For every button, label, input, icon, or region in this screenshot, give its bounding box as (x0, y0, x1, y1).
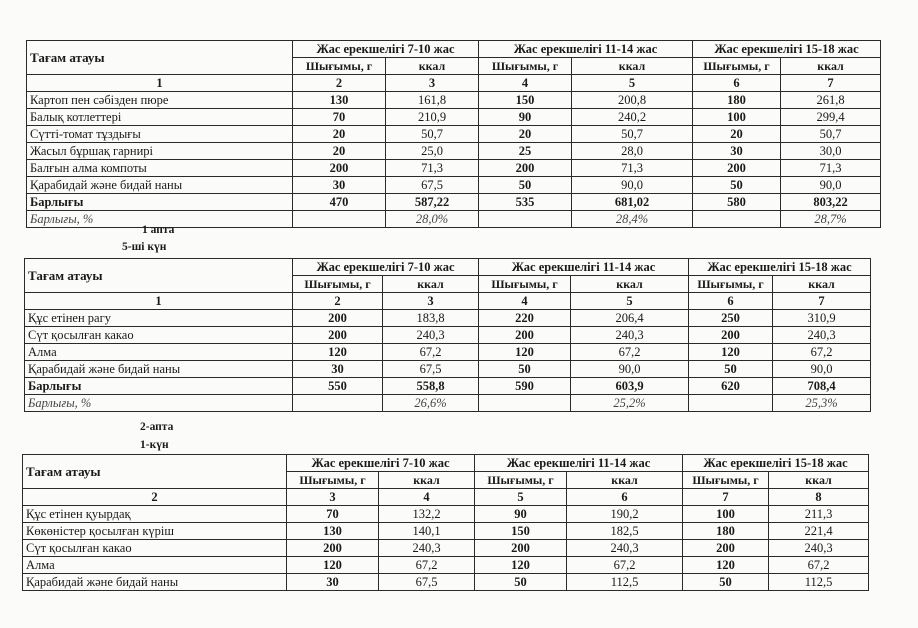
percent-value: 28,7% (781, 211, 881, 228)
kcal-value: 240,2 (572, 109, 693, 126)
column-number: 5 (572, 75, 693, 92)
dish-name: Құс етінен рагу (25, 310, 293, 327)
column-header-kcal: ккал (781, 58, 881, 75)
kcal-value: 28,0 (572, 143, 693, 160)
column-header-yield: Шығымы, г (293, 58, 386, 75)
empty-cell (479, 395, 571, 412)
column-header-kcal: ккал (379, 472, 475, 489)
total-kcal: 558,8 (383, 378, 479, 395)
yield-value: 100 (683, 506, 769, 523)
yield-value: 30 (287, 574, 379, 591)
dish-name: Сүт қосылған какао (23, 540, 287, 557)
column-header-dish-name: Тағам атауы (25, 259, 293, 293)
yield-value: 130 (287, 523, 379, 540)
column-number: 2 (23, 489, 287, 506)
yield-value: 120 (475, 557, 567, 574)
yield-value: 150 (479, 92, 572, 109)
kcal-value: 299,4 (781, 109, 881, 126)
kcal-value: 182,5 (567, 523, 683, 540)
percent-row (25, 395, 871, 412)
table-row (23, 557, 869, 574)
total-yield: 470 (293, 194, 386, 211)
kcal-value: 67,5 (386, 177, 479, 194)
column-number: 2 (293, 293, 383, 310)
yield-value: 200 (287, 540, 379, 557)
yield-value: 30 (293, 361, 383, 378)
yield-value: 200 (479, 327, 571, 344)
kcal-value: 25,0 (386, 143, 479, 160)
yield-value: 120 (689, 344, 773, 361)
age-group-header: Жас ерекшелігі 11-14 жас (479, 41, 693, 58)
kcal-value: 67,2 (773, 344, 871, 361)
yield-value: 70 (293, 109, 386, 126)
column-number: 4 (479, 75, 572, 92)
yield-value: 20 (293, 126, 386, 143)
table-row (25, 327, 871, 344)
total-label: Барлығы (27, 194, 293, 211)
column-header-yield: Шығымы, г (689, 276, 773, 293)
yield-value: 90 (475, 506, 567, 523)
column-number: 6 (567, 489, 683, 506)
age-group-header: Жас ерекшелігі 15-18 жас (689, 259, 871, 276)
yield-value: 150 (475, 523, 567, 540)
total-yield: 535 (479, 194, 572, 211)
empty-cell (293, 211, 386, 228)
kcal-value: 240,3 (571, 327, 689, 344)
table-row (23, 540, 869, 557)
percent-value: 28,4% (572, 211, 693, 228)
kcal-value: 190,2 (567, 506, 683, 523)
column-header-kcal: ккал (769, 472, 869, 489)
yield-value: 130 (293, 92, 386, 109)
column-header-yield: Шығымы, г (479, 58, 572, 75)
kcal-value: 240,3 (773, 327, 871, 344)
yield-value: 200 (293, 160, 386, 177)
yield-value: 50 (479, 361, 571, 378)
kcal-value: 240,3 (383, 327, 479, 344)
column-number: 5 (571, 293, 689, 310)
yield-value: 200 (689, 327, 773, 344)
age-group-header: Жас ерекшелігі 15-18 жас (693, 41, 881, 58)
menu-table-week2-day1 (22, 454, 869, 591)
yield-value: 20 (693, 126, 781, 143)
column-number-row (25, 293, 871, 310)
yield-value: 90 (479, 109, 572, 126)
kcal-value: 200,8 (572, 92, 693, 109)
table-row (27, 160, 881, 177)
kcal-value: 206,4 (571, 310, 689, 327)
dish-name: Картоп пен сәбізден пюре (27, 92, 293, 109)
column-header-yield: Шығымы, г (287, 472, 379, 489)
kcal-value: 112,5 (769, 574, 869, 591)
kcal-value: 140,1 (379, 523, 475, 540)
header-row (27, 41, 881, 58)
table-row (27, 126, 881, 143)
menu-table-week1-day4 (26, 40, 881, 228)
kcal-value: 67,2 (383, 344, 479, 361)
total-row (27, 194, 881, 211)
total-yield: 580 (693, 194, 781, 211)
column-header-kcal: ккал (567, 472, 683, 489)
column-number: 3 (383, 293, 479, 310)
column-number: 1 (27, 75, 293, 92)
column-header-kcal: ккал (386, 58, 479, 75)
table-row (23, 574, 869, 591)
yield-value: 50 (479, 177, 572, 194)
empty-cell (689, 395, 773, 412)
kcal-value: 50,7 (781, 126, 881, 143)
column-header-kcal: ккал (571, 276, 689, 293)
column-number-row (23, 489, 869, 506)
table-row (27, 92, 881, 109)
column-number: 4 (379, 489, 475, 506)
kcal-value: 240,3 (567, 540, 683, 557)
column-header-yield: Шығымы, г (683, 472, 769, 489)
dish-name: Жасыл бұршақ гарнирі (27, 143, 293, 160)
column-number: 7 (781, 75, 881, 92)
kcal-value: 240,3 (769, 540, 869, 557)
percent-value: 25,3% (773, 395, 871, 412)
percent-value: 28,0% (386, 211, 479, 228)
kcal-value: 90,0 (773, 361, 871, 378)
table-row (25, 310, 871, 327)
day-label: 1-күн (140, 439, 169, 451)
kcal-value: 50,7 (572, 126, 693, 143)
age-group-header: Жас ерекшелігі 7-10 жас (287, 455, 475, 472)
kcal-value: 67,2 (571, 344, 689, 361)
kcal-value: 240,3 (379, 540, 475, 557)
kcal-value: 71,3 (781, 160, 881, 177)
yield-value: 120 (683, 557, 769, 574)
kcal-value: 261,8 (781, 92, 881, 109)
column-header-yield: Шығымы, г (479, 276, 571, 293)
table-row (25, 344, 871, 361)
total-kcal: 803,22 (781, 194, 881, 211)
yield-value: 20 (479, 126, 572, 143)
kcal-value: 67,2 (567, 557, 683, 574)
age-group-header: Жас ерекшелігі 7-10 жас (293, 41, 479, 58)
column-header-yield: Шығымы, г (475, 472, 567, 489)
column-header-yield: Шығымы, г (693, 58, 781, 75)
column-number: 3 (287, 489, 379, 506)
week-label: 1 апта (142, 224, 175, 236)
table-row (23, 506, 869, 523)
age-group-header: Жас ерекшелігі 7-10 жас (293, 259, 479, 276)
yield-value: 200 (693, 160, 781, 177)
kcal-value: 67,5 (383, 361, 479, 378)
total-row (25, 378, 871, 395)
column-number: 1 (25, 293, 293, 310)
yield-value: 220 (479, 310, 571, 327)
kcal-value: 67,2 (379, 557, 475, 574)
dish-name: Балық котлеттері (27, 109, 293, 126)
yield-value: 50 (475, 574, 567, 591)
column-number: 5 (475, 489, 567, 506)
kcal-value: 183,8 (383, 310, 479, 327)
yield-value: 120 (293, 344, 383, 361)
dish-name: Қарабидай және бидай наны (27, 177, 293, 194)
yield-value: 180 (693, 92, 781, 109)
yield-value: 70 (287, 506, 379, 523)
dish-name: Қарабидай және бидай наны (23, 574, 287, 591)
column-header-kcal: ккал (383, 276, 479, 293)
yield-value: 250 (689, 310, 773, 327)
percent-value: 25,2% (571, 395, 689, 412)
empty-cell (693, 211, 781, 228)
table-row (27, 143, 881, 160)
column-number-row (27, 75, 881, 92)
kcal-value: 221,4 (769, 523, 869, 540)
total-yield: 590 (479, 378, 571, 395)
kcal-value: 90,0 (572, 177, 693, 194)
kcal-value: 71,3 (572, 160, 693, 177)
dish-name: Қарабидай және бидай наны (25, 361, 293, 378)
column-number: 6 (693, 75, 781, 92)
kcal-value: 211,3 (769, 506, 869, 523)
header-row (25, 259, 871, 276)
yield-value: 50 (689, 361, 773, 378)
column-number: 6 (689, 293, 773, 310)
day-label: 5-ші күн (122, 241, 167, 253)
yield-value: 120 (287, 557, 379, 574)
yield-value: 100 (693, 109, 781, 126)
total-kcal: 603,9 (571, 378, 689, 395)
yield-value: 30 (693, 143, 781, 160)
total-kcal: 587,22 (386, 194, 479, 211)
column-number: 4 (479, 293, 571, 310)
header-row (23, 455, 869, 472)
yield-value: 200 (293, 327, 383, 344)
kcal-value: 67,2 (769, 557, 869, 574)
yield-value: 180 (683, 523, 769, 540)
kcal-value: 50,7 (386, 126, 479, 143)
yield-value: 50 (683, 574, 769, 591)
column-header-kcal: ккал (773, 276, 871, 293)
column-number: 7 (773, 293, 871, 310)
yield-value: 120 (479, 344, 571, 361)
week-label: 2-апта (140, 421, 174, 433)
kcal-value: 310,9 (773, 310, 871, 327)
yield-value: 200 (479, 160, 572, 177)
column-header-dish-name: Тағам атауы (27, 41, 293, 75)
column-number: 8 (769, 489, 869, 506)
kcal-value: 90,0 (781, 177, 881, 194)
kcal-value: 210,9 (386, 109, 479, 126)
percent-label: Барлығы, % (27, 211, 293, 228)
yield-value: 200 (683, 540, 769, 557)
dish-name: Көкөністер қосылған күріш (23, 523, 287, 540)
yield-value: 20 (293, 143, 386, 160)
dish-name: Балғын алма компоты (27, 160, 293, 177)
yield-value: 200 (293, 310, 383, 327)
column-header-yield: Шығымы, г (293, 276, 383, 293)
dish-name: Сүтті-томат тұздығы (27, 126, 293, 143)
yield-value: 200 (475, 540, 567, 557)
total-label: Барлығы (25, 378, 293, 395)
table-row (25, 361, 871, 378)
yield-value: 25 (479, 143, 572, 160)
yield-value: 50 (693, 177, 781, 194)
empty-cell (293, 395, 383, 412)
age-group-header: Жас ерекшелігі 11-14 жас (475, 455, 683, 472)
age-group-header: Жас ерекшелігі 15-18 жас (683, 455, 869, 472)
kcal-value: 161,8 (386, 92, 479, 109)
dish-name: Сүт қосылған какао (25, 327, 293, 344)
yield-value: 30 (293, 177, 386, 194)
age-group-header: Жас ерекшелігі 11-14 жас (479, 259, 689, 276)
total-kcal: 708,4 (773, 378, 871, 395)
column-number: 3 (386, 75, 479, 92)
kcal-value: 30,0 (781, 143, 881, 160)
kcal-value: 71,3 (386, 160, 479, 177)
empty-cell (479, 211, 572, 228)
percent-label: Барлығы, % (25, 395, 293, 412)
table-row (27, 177, 881, 194)
percent-value: 26,6% (383, 395, 479, 412)
table-row (23, 523, 869, 540)
column-number: 7 (683, 489, 769, 506)
dish-name: Алма (23, 557, 287, 574)
column-number: 2 (293, 75, 386, 92)
kcal-value: 112,5 (567, 574, 683, 591)
column-header-kcal: ккал (572, 58, 693, 75)
kcal-value: 90,0 (571, 361, 689, 378)
dish-name: Алма (25, 344, 293, 361)
kcal-value: 132,2 (379, 506, 475, 523)
menu-table-week1-day5 (24, 258, 871, 412)
kcal-value: 67,5 (379, 574, 475, 591)
total-yield: 620 (689, 378, 773, 395)
column-header-dish-name: Тағам атауы (23, 455, 287, 489)
total-kcal: 681,02 (572, 194, 693, 211)
total-yield: 550 (293, 378, 383, 395)
table-row (27, 109, 881, 126)
dish-name: Құс етінен қуырдақ (23, 506, 287, 523)
